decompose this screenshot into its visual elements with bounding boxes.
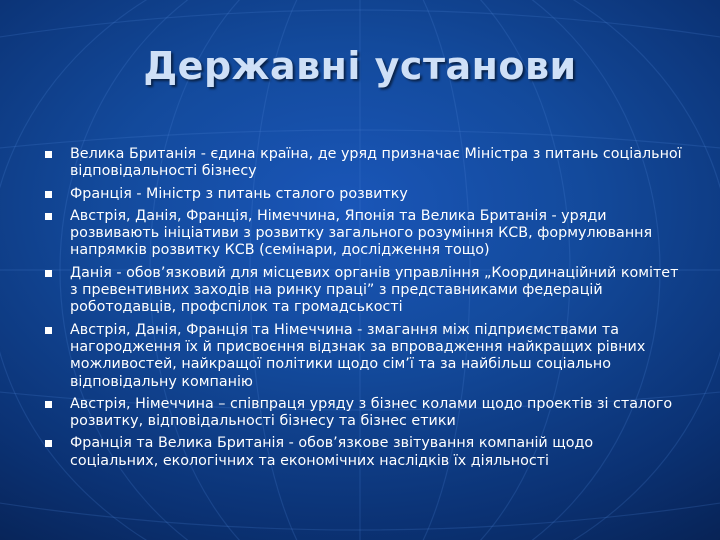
list-item — [44, 265, 684, 317]
square-bullet-icon — [45, 191, 52, 198]
list-item-text: Велика Британія - єдина країна, де уряд призначає Міністра з питань соціальної відповідальності бізнесу — [70, 146, 682, 180]
list-item-text: Данія - обов’язковий для місцевих органів управління „Координаційний комітет з превентивних заходів на ринку праці” з представниками федерацій роботодавців, профспілок та громадськості — [70, 264, 679, 316]
square-bullet-icon — [45, 401, 52, 408]
square-bullet-icon — [45, 213, 52, 220]
list-item — [44, 322, 684, 391]
list-item — [44, 186, 684, 203]
list-item — [44, 208, 684, 260]
list-item-text: Австрія, Данія, Франція, Німеччина, Японія та Велика Британія - уряди розвивають ініціативи з розвитку загального розуміння КСВ, формулювання напрямків розвитку КСВ (семінари, дослідження тощо) — [70, 207, 653, 259]
list-item-text: Франція та Велика Британія - обов’язкове звітування компаній щодо соціальних, екологічних та економічних наслідків їх діяльності — [70, 435, 594, 469]
slide-title: Державні установи — [143, 44, 577, 88]
square-bullet-icon — [45, 440, 52, 447]
list-item-text: Австрія, Німеччина – співпраця уряду з бізнес колами щодо проектів зі сталого розвитку, відповідальності бізнесу та бізнес етики — [70, 395, 673, 430]
square-bullet-icon — [45, 151, 52, 158]
list-item — [44, 396, 684, 431]
list-item-text: Франція - Міністр з питань сталого розвитку — [70, 185, 408, 202]
bullet-list — [44, 146, 684, 475]
list-item — [44, 435, 684, 470]
square-bullet-icon — [45, 270, 52, 277]
square-bullet-icon — [45, 327, 52, 334]
list-item — [44, 146, 684, 181]
list-item-text: Австрія, Данія, Франція та Німеччина - змагання між підприємствами та нагородження їх й присвоєння відзнак за впровадження найкращих рівних можливостей, найкращої політики щодо сім’ї та за найбільш соціально відповідальну компанію — [70, 321, 646, 390]
